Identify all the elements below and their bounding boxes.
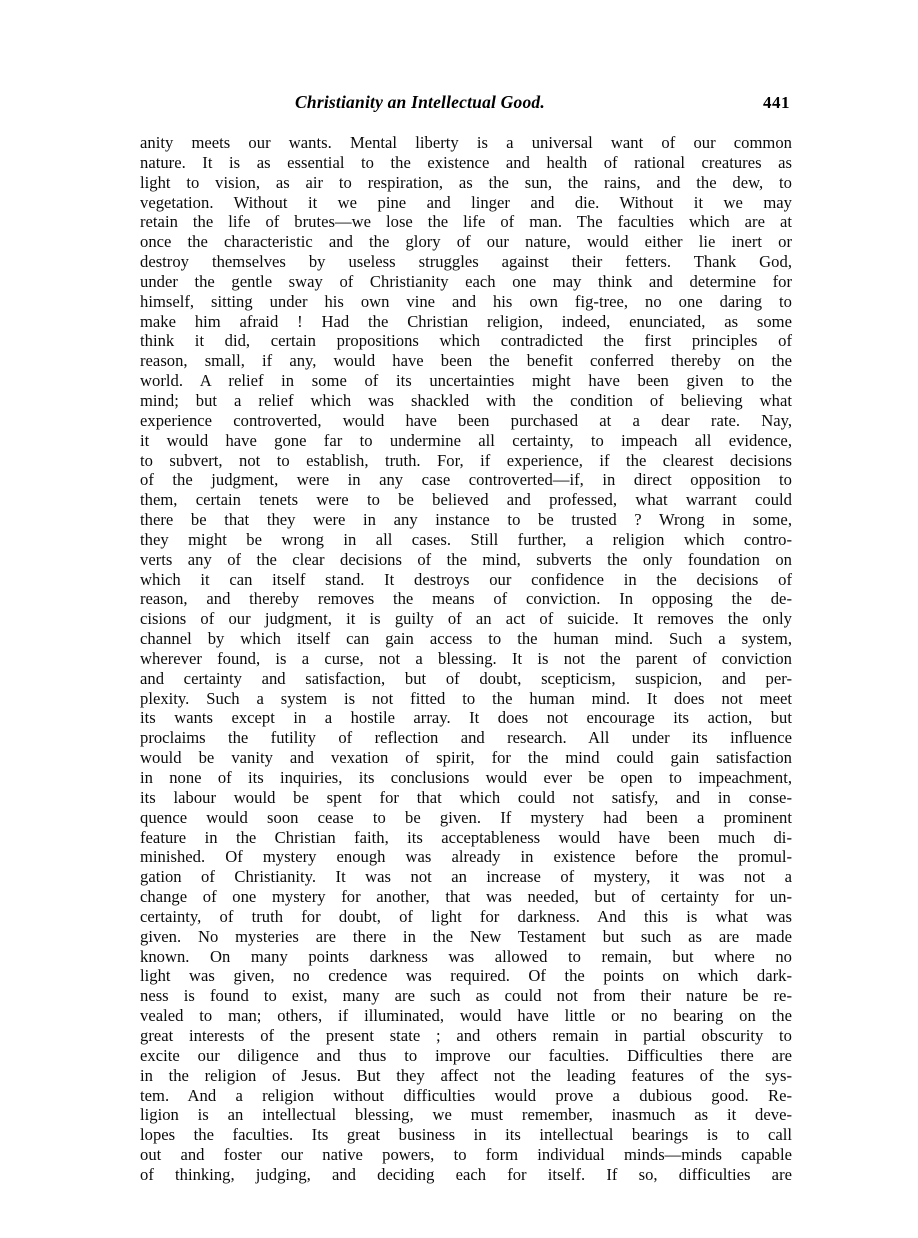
running-head — [140, 92, 790, 118]
text-line: they might be wrong in all cases. Still further, a religion which contro- — [140, 529, 792, 549]
body-text-block — [140, 133, 792, 1185]
text-line: proclaims the futility of reflection and research. All under its influence — [140, 728, 792, 748]
text-line: of the judgment, were in any case controverted—if, in direct opposition to — [140, 470, 792, 490]
text-line: vealed to man; others, if illuminated, would have little or no bearing on the — [140, 1006, 792, 1026]
text-line: and certainty and satisfaction, but of doubt, scepticism, suspicion, and per- — [140, 668, 792, 688]
text-line: channel by which itself can gain access to the human mind. Such a system, — [140, 629, 792, 649]
text-line: certainty, of truth for doubt, of light for darkness. And this is what was — [140, 906, 792, 926]
text-line: make him afraid ! Had the Christian religion, indeed, enunciated, as some — [140, 311, 792, 331]
text-line: given. No mysteries are there in the New Testament but such as are made — [140, 926, 792, 946]
text-line: excite our diligence and thus to improve our faculties. Difficulties there are — [140, 1045, 792, 1065]
text-line: world. A relief in some of its uncertainties might have been given to the — [140, 371, 792, 391]
text-line: nature. It is as essential to the existence and health of rational creatures as — [140, 152, 792, 172]
text-line: would be vanity and vexation of spirit, for the mind could gain satisfaction — [140, 748, 792, 768]
text-line: there be that they were in any instance to be trusted ? Wrong in some, — [140, 510, 792, 530]
text-line: lopes the faculties. Its great business in its intellectual bearings is to call — [140, 1125, 792, 1145]
text-line: under the gentle sway of Christianity each one may think and determine for — [140, 271, 792, 291]
text-line: which it can itself stand. It destroys our confidence in the decisions of — [140, 569, 792, 589]
text-line: retain the life of brutes—we lose the life of man. The faculties which are at — [140, 212, 792, 232]
text-line: once the characteristic and the glory of our nature, would either lie inert or — [140, 232, 792, 252]
text-line: wherever found, is a curse, not a blessing. It is not the parent of conviction — [140, 648, 792, 668]
text-line: it would have gone far to undermine all certainty, to impeach all evidence, — [140, 430, 792, 450]
text-line: change of one mystery for another, that was needed, but of certainty for un- — [140, 887, 792, 907]
text-line: destroy themselves by useless struggles against their fetters. Thank God, — [140, 252, 792, 272]
text-line: anity meets our wants. Mental liberty is a universal want of our common — [140, 133, 792, 152]
text-line: experience controverted, would have been purchased at a dear rate. Nay, — [140, 410, 792, 430]
text-line: plexity. Such a system is not fitted to the human mind. It does not meet — [140, 688, 792, 708]
text-line: vegetation. Without it we pine and linger and die. Without it we may — [140, 192, 792, 212]
text-line: in the religion of Jesus. But they affect not the leading features of the sys- — [140, 1065, 792, 1085]
text-line: minished. Of mystery enough was already in existence before the promul- — [140, 847, 792, 867]
text-line: mind; but a relief which was shackled with the condition of believing what — [140, 390, 792, 410]
text-line: quence would soon cease to be given. If mystery had been a prominent — [140, 807, 792, 827]
text-line: known. On many points darkness was allowed to remain, but where no — [140, 946, 792, 966]
running-head-title: Christianity an Intellectual Good. — [295, 92, 545, 112]
text-line: its labour would be spent for that which could not satisfy, and in conse- — [140, 787, 792, 807]
text-line: its wants except in a hostile array. It does not encourage its action, but — [140, 708, 792, 728]
text-line: light was given, no credence was required. Of the points on which dark- — [140, 966, 792, 986]
text-line: verts any of the clear decisions of the mind, subverts the only foundation on — [140, 549, 792, 569]
text-line: reason, small, if any, would have been the benefit conferred thereby on the — [140, 351, 792, 371]
text-line: to subvert, not to establish, truth. For, if experience, if the clearest decisions — [140, 450, 792, 470]
text-line: cisions of our judgment, it is guilty of an act of suicide. It removes the only — [140, 609, 792, 629]
text-line: feature in the Christian faith, its acceptableness would have been much di- — [140, 827, 792, 847]
text-line: reason, and thereby removes the means of conviction. In opposing the de- — [140, 589, 792, 609]
text-line: ligion is an intellectual blessing, we must remember, inasmuch as it deve- — [140, 1105, 792, 1125]
page-number: 441 — [763, 93, 790, 112]
text-line: of thinking, judging, and deciding each for itself. If so, difficulties are — [140, 1164, 792, 1184]
text-line: ness is found to exist, many are such as could not from their nature be re- — [140, 986, 792, 1006]
text-line: them, certain tenets were to be believed and professed, what warrant could — [140, 490, 792, 510]
text-line: tem. And a religion without difficulties would prove a dubious good. Re- — [140, 1085, 792, 1105]
text-line: gation of Christianity. It was not an increase of mystery, it was not a — [140, 867, 792, 887]
text-line: great interests of the present state ; and others remain in partial obscurity to — [140, 1025, 792, 1045]
text-line: in none of its inquiries, its conclusions would ever be open to impeachment, — [140, 768, 792, 787]
text-line: himself, sitting under his own vine and his own fig-tree, no one daring to — [140, 291, 792, 311]
text-line: think it did, certain propositions which contradicted the first principles of — [140, 331, 792, 351]
text-line: light to vision, as air to respiration, as the sun, the rains, and the dew, to — [140, 172, 792, 192]
text-line: out and foster our native powers, to form individual minds—minds capable — [140, 1145, 792, 1165]
